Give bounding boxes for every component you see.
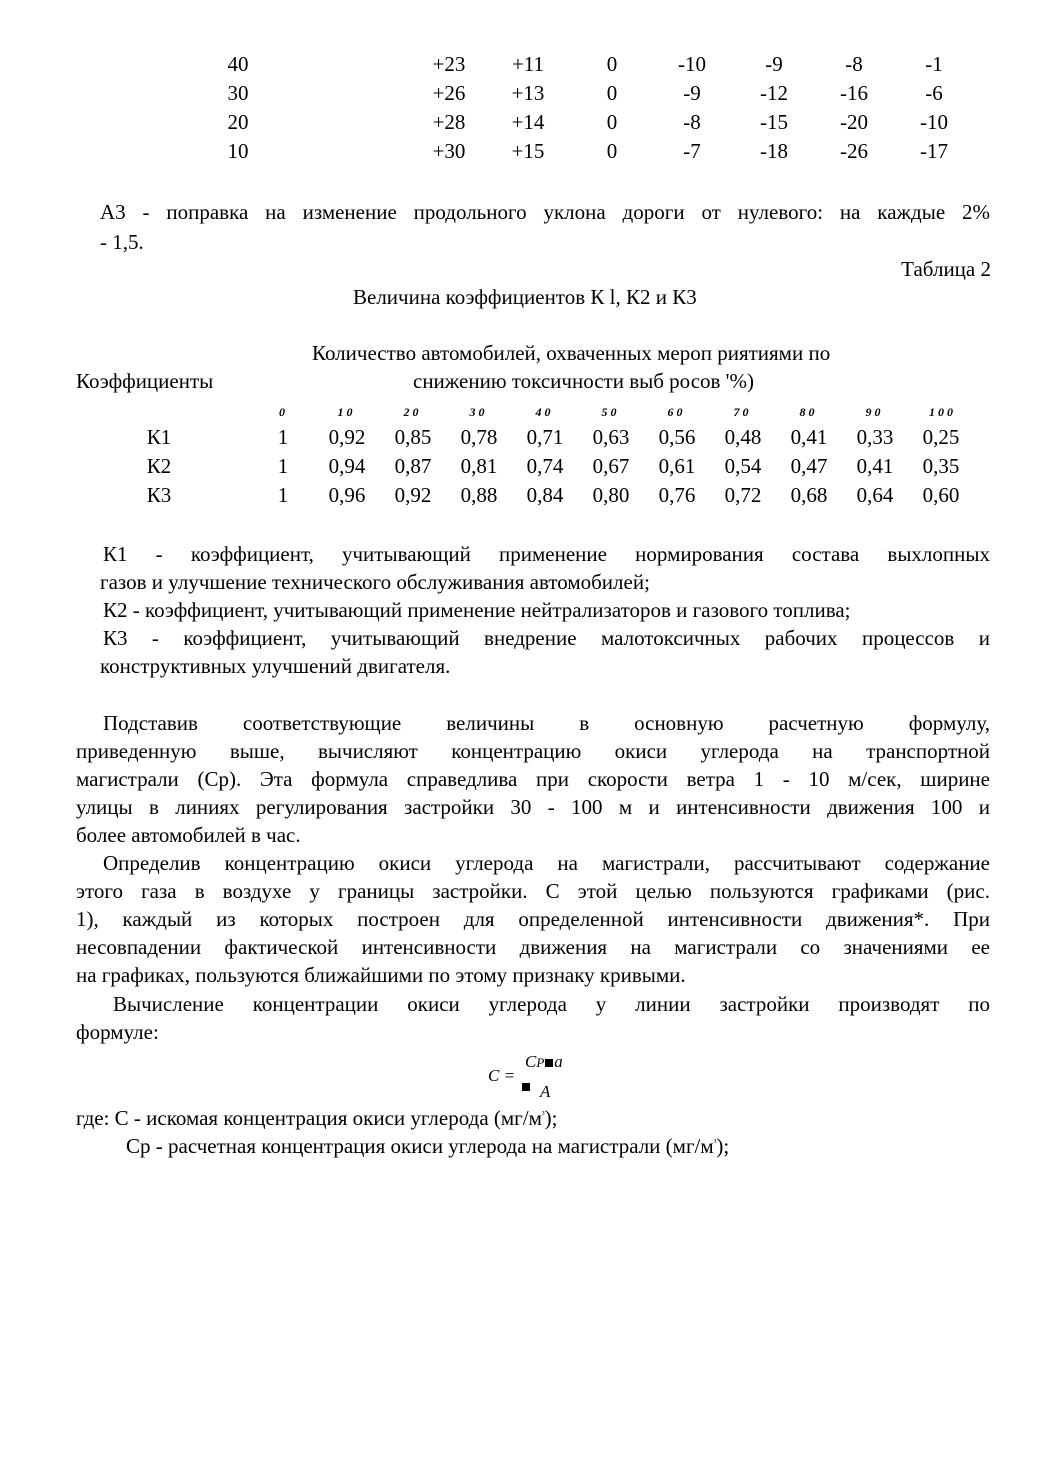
multiply-dot-icon xyxy=(545,1059,553,1067)
table-cell: 0,72 xyxy=(724,483,762,507)
table-cell: +15 xyxy=(511,139,545,163)
formula-lhs: C = xyxy=(488,1066,516,1085)
percent-header: 7 0 xyxy=(733,405,749,419)
table-cell: 0,84 xyxy=(526,483,564,507)
paragraph-line: несовпадении фактической интенсивности движения на магистрали со значениями ее xyxy=(76,935,990,959)
definition-k3: К3 - коэффициент, учитывающий внедрение малотоксичных рабочих процессов и xyxy=(103,626,990,650)
table-title: Величина коэффициентов К l, К2 и К3 xyxy=(353,285,697,309)
table-cell: 0,80 xyxy=(592,483,630,507)
table-row xyxy=(0,139,1039,168)
table-cell: 1 xyxy=(277,454,289,478)
paragraph-line: этого газа в воздухе у границы застройки. С этой целью пользуются графиками (рис. xyxy=(76,879,990,903)
table-row xyxy=(0,483,1039,512)
table-cell: -1 xyxy=(925,52,943,76)
multiply-dot-icon xyxy=(522,1076,530,1096)
table-cell: 0,64 xyxy=(856,483,894,507)
table-cell: 0,56 xyxy=(658,425,696,449)
table-header: снижению токсичности выб росов '%) xyxy=(413,369,754,393)
table-row xyxy=(0,52,1039,81)
a3-paragraph-line: А3 - поправка на изменение продольного уклона дороги от нулевого: на каждые 2% xyxy=(100,200,990,224)
table-cell: 30 xyxy=(227,81,249,105)
table-cell: -20 xyxy=(840,110,868,134)
table-cell: +23 xyxy=(432,52,466,76)
where-line xyxy=(76,1106,557,1131)
table-cell: 0,61 xyxy=(658,454,696,478)
superscript: ³ xyxy=(713,1137,717,1147)
table-cell: +13 xyxy=(511,81,545,105)
table-cell: 40 xyxy=(227,52,249,76)
table-cell: 0,68 xyxy=(790,483,828,507)
definition-k3-cont: конструктивных улучшений двигателя. xyxy=(100,654,451,678)
percent-header: 4 0 xyxy=(535,405,551,419)
paragraph-line: 1), каждый из которых построен для определенной интенсивности движения*. При xyxy=(76,907,990,931)
table-cell: -9 xyxy=(765,52,783,76)
table-cell: 0,78 xyxy=(460,425,498,449)
table-cell: 1 xyxy=(277,425,289,449)
where-text-end: ); xyxy=(544,1106,558,1130)
formula xyxy=(480,1050,600,1100)
table-cell: -9 xyxy=(683,81,701,105)
table-cell: -12 xyxy=(760,81,788,105)
table-cell: -10 xyxy=(920,110,948,134)
table-cell: +26 xyxy=(432,81,466,105)
where-text-end: ); xyxy=(716,1134,730,1158)
first-column-header: Коэффициенты xyxy=(76,369,214,393)
percent-header: 1 0 xyxy=(337,405,353,419)
row-label: К1 xyxy=(146,425,172,449)
table-cell: -10 xyxy=(678,52,706,76)
definition-k1-cont: газов и улучшение технического обслуживания автомобилей; xyxy=(100,570,650,594)
table-cell: 0,67 xyxy=(592,454,630,478)
table-cell: +14 xyxy=(511,110,545,134)
table-cell: 0,88 xyxy=(460,483,498,507)
table-cell: +11 xyxy=(511,52,545,76)
table-cell: -15 xyxy=(760,110,788,134)
table-cell: 0,54 xyxy=(724,454,762,478)
table-row xyxy=(0,425,1039,454)
definition-k2: К2 - коэффициент, учитывающий применение нейтрализаторов и газового топлива; xyxy=(103,598,851,622)
formula-numerator-sub: P xyxy=(536,1055,545,1070)
table-cell: +28 xyxy=(432,110,466,134)
table-row xyxy=(0,81,1039,110)
paragraph-line: Определив концентрацию окиси углерода на магистрали, рассчитывают содержание xyxy=(103,851,990,875)
table-cell: 10 xyxy=(227,139,249,163)
row-label: К3 xyxy=(146,483,172,507)
paragraph-line: магистрали (Ср). Эта формула справедлива при скорости ветра 1 - 10 м/сек, ширине xyxy=(76,767,990,791)
table-cell: 0,48 xyxy=(724,425,762,449)
table-cell: 20 xyxy=(227,110,249,134)
table-label: Таблица 2 xyxy=(901,257,991,281)
row-label: К2 xyxy=(146,454,172,478)
formula-denominator: A xyxy=(540,1082,551,1101)
percent-header: 8 0 xyxy=(799,405,815,419)
paragraph-line: Подставив соответствующие величины в основную расчетную формулу, xyxy=(103,711,990,735)
where-line xyxy=(126,1134,729,1159)
table-cell: 0,71 xyxy=(526,425,564,449)
table-cell: -8 xyxy=(683,110,701,134)
table-cell: 0,81 xyxy=(460,454,498,478)
percent-header: 2 0 xyxy=(403,405,419,419)
table-cell: 0,25 xyxy=(922,425,960,449)
percent-header: 5 0 xyxy=(601,405,617,419)
table-cell: 0,47 xyxy=(790,454,828,478)
paragraph-line: на графиках, пользуются ближайшими по этому признаку кривыми. xyxy=(76,963,686,987)
paragraph-line: улицы в линиях регулирования застройки 30 - 100 м и интенсивности движения 100 и xyxy=(76,795,990,819)
table-cell: 0 xyxy=(606,139,618,163)
table-cell: 0,96 xyxy=(328,483,366,507)
formula-numerator-symbol: C xyxy=(525,1052,537,1071)
table-cell: 0,41 xyxy=(790,425,828,449)
table-cell: -8 xyxy=(845,52,863,76)
percent-header: 1 0 0 xyxy=(929,405,953,419)
table-cell: 0 xyxy=(606,81,618,105)
table-cell: 0 xyxy=(606,52,618,76)
formula-multiplier: a xyxy=(554,1052,563,1071)
paragraph-line: более автомобилей в час. xyxy=(76,823,301,847)
table-cell: +30 xyxy=(432,139,466,163)
definition-k1: К1 - коэффициент, учитывающий применение нормирования состава выхлопных xyxy=(103,542,990,566)
table-cell: -16 xyxy=(840,81,868,105)
percent-header: 3 0 xyxy=(469,405,485,419)
table-cell: 0,35 xyxy=(922,454,960,478)
table-cell: 0,74 xyxy=(526,454,564,478)
table-cell: -18 xyxy=(760,139,788,163)
table-cell: 0,92 xyxy=(328,425,366,449)
table-cell: 0,76 xyxy=(658,483,696,507)
table-cell: 0,94 xyxy=(328,454,366,478)
percent-header: 0 xyxy=(279,405,285,419)
where-text: Ср - расчетная концентрация окиси углерода на магистрали (мг/м xyxy=(126,1134,714,1158)
paragraph-line: формуле: xyxy=(76,1020,159,1044)
table-cell: 0,92 xyxy=(394,483,432,507)
percent-header: 6 0 xyxy=(667,405,683,419)
superscript: ³ xyxy=(541,1109,545,1119)
table-cell: 0,41 xyxy=(856,454,894,478)
table-cell: 0,33 xyxy=(856,425,894,449)
table-cell: 0,63 xyxy=(592,425,630,449)
table-cell: 0,85 xyxy=(394,425,432,449)
table-row xyxy=(0,110,1039,139)
table-row xyxy=(0,454,1039,483)
table-cell: 0,60 xyxy=(922,483,960,507)
a3-paragraph-line: - 1,5. xyxy=(100,230,144,254)
table-cell: -26 xyxy=(840,139,868,163)
percent-header: 9 0 xyxy=(865,405,881,419)
table-cell: 0 xyxy=(606,110,618,134)
table-cell: -7 xyxy=(683,139,701,163)
top-numeric-table xyxy=(0,52,1039,168)
table-cell: 1 xyxy=(277,483,289,507)
table-cell: 0,87 xyxy=(394,454,432,478)
table-cell: -6 xyxy=(925,81,943,105)
paragraph-line: приведенную выше, вычисляют концентрацию окиси углерода на транспортной xyxy=(76,739,990,763)
table-header: Количество автомобилей, охваченных мероп риятиями по xyxy=(312,341,831,365)
table-cell: -17 xyxy=(920,139,948,163)
paragraph-line: Вычисление концентрации окиси углерода у линии застройки производят по xyxy=(113,992,990,1016)
formula-numerator xyxy=(525,1052,563,1072)
where-text: где: С - искомая концентрация окиси углерода (мг/м xyxy=(76,1106,542,1130)
